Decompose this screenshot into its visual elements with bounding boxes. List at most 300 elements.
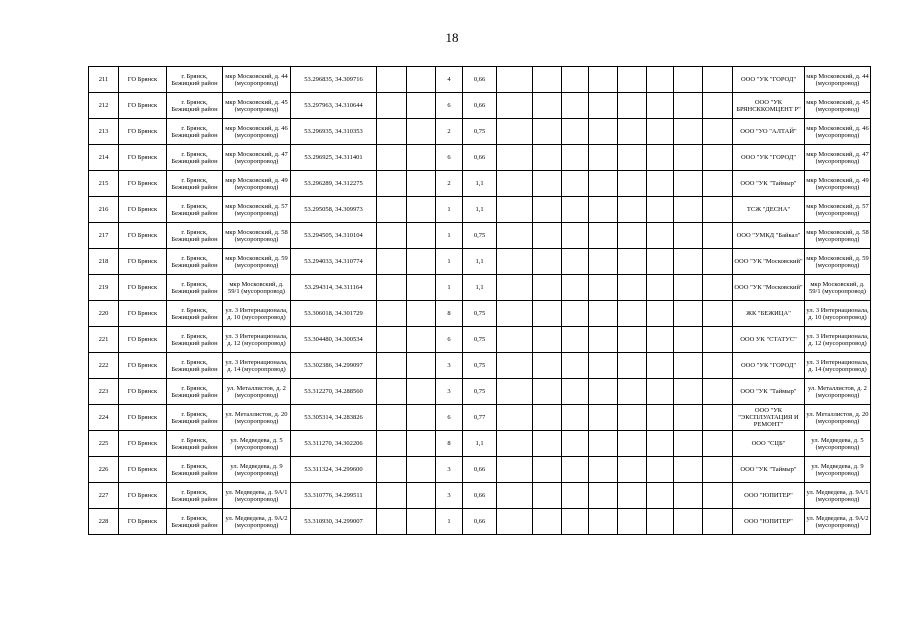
coordinates-cell: 53.294505, 34.310104 [291, 223, 377, 249]
address-cell: ул. Медведева, д. 5 (мусоропровод) [223, 431, 291, 457]
container-count-cell: 3 [436, 353, 463, 379]
district-cell: г. Брянск, Бежицкий район [167, 327, 223, 353]
empty-cell [497, 457, 533, 483]
empty-cell [674, 275, 703, 301]
empty-cell [497, 301, 533, 327]
municipality-cell: ГО Брянск [119, 431, 167, 457]
empty-cell [674, 145, 703, 171]
empty-cell [703, 457, 733, 483]
table-row [89, 119, 871, 145]
empty-cell [497, 145, 533, 171]
container-count-cell: 6 [436, 327, 463, 353]
address-cell: ул. Металлистов, д. 20 (мусоропровод) [223, 405, 291, 431]
empty-cell [377, 509, 407, 535]
municipality-cell: ГО Брянск [119, 145, 167, 171]
empty-cell [647, 67, 674, 93]
empty-cell [703, 301, 733, 327]
row-number: 217 [89, 223, 119, 249]
table-row [89, 171, 871, 197]
row-number: 219 [89, 275, 119, 301]
coordinates-cell: 53.310930, 34.299007 [291, 509, 377, 535]
empty-cell [618, 67, 647, 93]
empty-cell [674, 483, 703, 509]
empty-cell [674, 223, 703, 249]
empty-cell [407, 405, 436, 431]
container-count-cell: 1 [436, 223, 463, 249]
row-number: 224 [89, 405, 119, 431]
row-number: 218 [89, 249, 119, 275]
address-cell: ул. Медведева, д. 9 (мусоропровод) [223, 457, 291, 483]
table-row [89, 457, 871, 483]
empty-cell [533, 327, 562, 353]
empty-cell [497, 379, 533, 405]
district-cell: г. Брянск, Бежицкий район [167, 405, 223, 431]
empty-cell [674, 197, 703, 223]
empty-cell [377, 301, 407, 327]
district-cell: г. Брянск, Бежицкий район [167, 457, 223, 483]
empty-cell [407, 457, 436, 483]
empty-cell [618, 301, 647, 327]
coordinates-cell: 53.311324, 34.299600 [291, 457, 377, 483]
container-volume-cell: 0,75 [463, 301, 497, 327]
coordinates-cell: 53.294314, 34.311164 [291, 275, 377, 301]
empty-cell [562, 431, 589, 457]
empty-cell [703, 327, 733, 353]
empty-cell [618, 509, 647, 535]
waste-source-cell: ул. 3 Интернационала, д. 10 (мусоропровод) [805, 301, 871, 327]
empty-cell [407, 275, 436, 301]
organization-cell: ООО "УК "ГОРОД" [733, 145, 805, 171]
waste-source-cell: ул. 3 Интернационала, д. 12 (мусоропровод) [805, 327, 871, 353]
empty-cell [533, 301, 562, 327]
district-cell: г. Брянск, Бежицкий район [167, 249, 223, 275]
empty-cell [703, 379, 733, 405]
empty-cell [497, 197, 533, 223]
empty-cell [377, 67, 407, 93]
empty-cell [407, 93, 436, 119]
coordinates-cell: 53.297963, 34.310644 [291, 93, 377, 119]
empty-cell [497, 93, 533, 119]
empty-cell [407, 431, 436, 457]
coordinates-cell: 53.304480, 34.300534 [291, 327, 377, 353]
coordinates-cell: 53.294033, 34.310774 [291, 249, 377, 275]
organization-cell: ООО "УК "ГОРОД" [733, 353, 805, 379]
empty-cell [618, 223, 647, 249]
organization-cell: ООО "УО "АЛТАЙ" [733, 119, 805, 145]
empty-cell [618, 379, 647, 405]
empty-cell [589, 249, 618, 275]
empty-cell [497, 405, 533, 431]
empty-cell [674, 405, 703, 431]
container-count-cell: 2 [436, 119, 463, 145]
empty-cell [377, 275, 407, 301]
empty-cell [647, 483, 674, 509]
table-row [89, 379, 871, 405]
empty-cell [407, 249, 436, 275]
empty-cell [618, 197, 647, 223]
empty-cell [703, 119, 733, 145]
empty-cell [533, 457, 562, 483]
waste-source-cell: ул. Металлистов, д. 2 (мусоропровод) [805, 379, 871, 405]
district-cell: г. Брянск, Бежицкий район [167, 353, 223, 379]
container-volume-cell: 0,66 [463, 67, 497, 93]
container-count-cell: 3 [436, 483, 463, 509]
empty-cell [703, 67, 733, 93]
coordinates-cell: 53.296925, 34.311401 [291, 145, 377, 171]
container-volume-cell: 0,75 [463, 223, 497, 249]
empty-cell [407, 379, 436, 405]
municipality-cell: ГО Брянск [119, 405, 167, 431]
empty-cell [497, 431, 533, 457]
empty-cell [562, 223, 589, 249]
waste-source-cell: мкр Московский, д. 59/1 (мусоропровод) [805, 275, 871, 301]
empty-cell [533, 353, 562, 379]
empty-cell [497, 67, 533, 93]
address-cell: ул. 3 Интернационала, д. 10 (мусоропровод) [223, 301, 291, 327]
organization-cell: ООО "УК БРЯНСККОМЦЕНТ Р" [733, 93, 805, 119]
municipality-cell: ГО Брянск [119, 67, 167, 93]
organization-cell: ООО "ЮПИТЕР" [733, 509, 805, 535]
empty-cell [589, 275, 618, 301]
table-row [89, 275, 871, 301]
district-cell: г. Брянск, Бежицкий район [167, 483, 223, 509]
empty-cell [533, 171, 562, 197]
organization-cell: ООО "УМКД "Байкал" [733, 223, 805, 249]
container-count-cell: 3 [436, 457, 463, 483]
empty-cell [618, 249, 647, 275]
empty-cell [674, 67, 703, 93]
empty-cell [703, 405, 733, 431]
address-cell: мкр Московский, д. 59/1 (мусоропровод) [223, 275, 291, 301]
empty-cell [377, 379, 407, 405]
empty-cell [589, 457, 618, 483]
empty-cell [647, 379, 674, 405]
address-cell: мкр Московский, д. 49 (мусоропровод) [223, 171, 291, 197]
coordinates-cell: 53.295058, 34.309973 [291, 197, 377, 223]
empty-cell [377, 405, 407, 431]
empty-cell [533, 379, 562, 405]
municipality-cell: ГО Брянск [119, 275, 167, 301]
container-volume-cell: 0,66 [463, 93, 497, 119]
waste-source-cell: мкр Московский, д. 44 (мусоропровод) [805, 67, 871, 93]
empty-cell [407, 67, 436, 93]
empty-cell [674, 249, 703, 275]
empty-cell [497, 119, 533, 145]
waste-source-cell: мкр Московский, д. 46 (мусоропровод) [805, 119, 871, 145]
empty-cell [377, 457, 407, 483]
empty-cell [497, 509, 533, 535]
empty-cell [618, 405, 647, 431]
empty-cell [407, 301, 436, 327]
empty-cell [618, 327, 647, 353]
district-cell: г. Брянск, Бежицкий район [167, 431, 223, 457]
empty-cell [647, 249, 674, 275]
district-cell: г. Брянск, Бежицкий район [167, 197, 223, 223]
empty-cell [647, 119, 674, 145]
container-count-cell: 6 [436, 405, 463, 431]
container-volume-cell: 0,75 [463, 119, 497, 145]
container-volume-cell: 0,75 [463, 327, 497, 353]
empty-cell [377, 327, 407, 353]
empty-cell [407, 223, 436, 249]
municipality-cell: ГО Брянск [119, 223, 167, 249]
empty-cell [562, 67, 589, 93]
container-volume-cell: 0,66 [463, 483, 497, 509]
empty-cell [674, 379, 703, 405]
empty-cell [377, 249, 407, 275]
empty-cell [377, 353, 407, 379]
empty-cell [647, 197, 674, 223]
table-row [89, 353, 871, 379]
empty-cell [377, 431, 407, 457]
district-cell: г. Брянск, Бежицкий район [167, 67, 223, 93]
empty-cell [497, 353, 533, 379]
coordinates-cell: 53.305314, 34.283826 [291, 405, 377, 431]
empty-cell [533, 67, 562, 93]
empty-cell [647, 327, 674, 353]
empty-cell [618, 483, 647, 509]
municipality-cell: ГО Брянск [119, 483, 167, 509]
empty-cell [533, 405, 562, 431]
table-row [89, 249, 871, 275]
empty-cell [497, 223, 533, 249]
municipality-cell: ГО Брянск [119, 301, 167, 327]
empty-cell [589, 145, 618, 171]
registry-table [88, 66, 871, 535]
empty-cell [589, 67, 618, 93]
empty-cell [377, 483, 407, 509]
row-number: 213 [89, 119, 119, 145]
container-count-cell: 1 [436, 509, 463, 535]
empty-cell [533, 93, 562, 119]
empty-cell [618, 275, 647, 301]
empty-cell [647, 509, 674, 535]
municipality-cell: ГО Брянск [119, 379, 167, 405]
empty-cell [533, 275, 562, 301]
organization-cell: ООО "УК "Таймыр" [733, 171, 805, 197]
container-count-cell: 8 [436, 431, 463, 457]
row-number: 215 [89, 171, 119, 197]
district-cell: г. Брянск, Бежицкий район [167, 119, 223, 145]
empty-cell [703, 197, 733, 223]
address-cell: мкр Московский, д. 57 (мусоропровод) [223, 197, 291, 223]
empty-cell [674, 431, 703, 457]
empty-cell [562, 327, 589, 353]
empty-cell [533, 145, 562, 171]
container-count-cell: 2 [436, 171, 463, 197]
empty-cell [703, 249, 733, 275]
municipality-cell: ГО Брянск [119, 119, 167, 145]
waste-source-cell: мкр Московский, д. 58 (мусоропровод) [805, 223, 871, 249]
empty-cell [647, 431, 674, 457]
table-row [89, 301, 871, 327]
empty-cell [562, 457, 589, 483]
municipality-cell: ГО Брянск [119, 509, 167, 535]
empty-cell [674, 171, 703, 197]
empty-cell [647, 223, 674, 249]
row-number: 220 [89, 301, 119, 327]
empty-cell [497, 171, 533, 197]
district-cell: г. Брянск, Бежицкий район [167, 275, 223, 301]
organization-cell: ООО "УК "ЭКСПЛУАТАЦИЯ И РЕМОНТ" [733, 405, 805, 431]
empty-cell [674, 353, 703, 379]
empty-cell [497, 327, 533, 353]
container-count-cell: 6 [436, 93, 463, 119]
container-volume-cell: 0,77 [463, 405, 497, 431]
empty-cell [562, 275, 589, 301]
district-cell: г. Брянск, Бежицкий район [167, 223, 223, 249]
empty-cell [618, 431, 647, 457]
empty-cell [618, 93, 647, 119]
waste-source-cell: ул. Медведева, д. 9 (мусоропровод) [805, 457, 871, 483]
empty-cell [562, 197, 589, 223]
row-number: 221 [89, 327, 119, 353]
empty-cell [562, 119, 589, 145]
empty-cell [589, 327, 618, 353]
coordinates-cell: 53.310776, 34.299511 [291, 483, 377, 509]
container-count-cell: 4 [436, 67, 463, 93]
district-cell: г. Брянск, Бежицкий район [167, 93, 223, 119]
container-volume-cell: 1,1 [463, 431, 497, 457]
waste-source-cell: мкр Московский, д. 47 (мусоропровод) [805, 145, 871, 171]
empty-cell [497, 249, 533, 275]
empty-cell [589, 405, 618, 431]
address-cell: ул. 3 Интернационала, д. 12 (мусоропровод) [223, 327, 291, 353]
organization-cell: ООО "УК "Московский" [733, 275, 805, 301]
address-cell: мкр Московский, д. 47 (мусоропровод) [223, 145, 291, 171]
empty-cell [618, 171, 647, 197]
organization-cell: ТСЖ "ДЕСНА" [733, 197, 805, 223]
empty-cell [407, 119, 436, 145]
coordinates-cell: 53.296935, 34.310353 [291, 119, 377, 145]
empty-cell [533, 119, 562, 145]
municipality-cell: ГО Брянск [119, 93, 167, 119]
empty-cell [562, 509, 589, 535]
address-cell: ул. Металлистов, д. 2 (мусоропровод) [223, 379, 291, 405]
empty-cell [647, 301, 674, 327]
row-number: 226 [89, 457, 119, 483]
organization-cell: ООО "СЦБ" [733, 431, 805, 457]
empty-cell [647, 457, 674, 483]
organization-cell: ООО "УК "Таймыр" [733, 379, 805, 405]
address-cell: мкр Московский, д. 59 (мусоропровод) [223, 249, 291, 275]
empty-cell [562, 145, 589, 171]
empty-cell [674, 327, 703, 353]
container-volume-cell: 1,1 [463, 171, 497, 197]
address-cell: мкр Московский, д. 44 (мусоропровод) [223, 67, 291, 93]
empty-cell [703, 93, 733, 119]
organization-cell: ООО "УК "Московский" [733, 249, 805, 275]
empty-cell [562, 379, 589, 405]
municipality-cell: ГО Брянск [119, 171, 167, 197]
table-row [89, 483, 871, 509]
row-number: 227 [89, 483, 119, 509]
coordinates-cell: 53.296289, 34.312275 [291, 171, 377, 197]
empty-cell [562, 353, 589, 379]
container-count-cell: 8 [436, 301, 463, 327]
waste-source-cell: ул. Медведева, д. 9А/1 (мусоропровод) [805, 483, 871, 509]
empty-cell [589, 119, 618, 145]
organization-cell: ООО УК "СТАТУС" [733, 327, 805, 353]
container-count-cell: 1 [436, 249, 463, 275]
empty-cell [589, 431, 618, 457]
empty-cell [703, 171, 733, 197]
waste-source-cell: ул. 3 Интернационала, д. 14 (мусоропровод) [805, 353, 871, 379]
empty-cell [562, 301, 589, 327]
container-count-cell: 6 [436, 145, 463, 171]
waste-source-cell: мкр Московский, д. 59 (мусоропровод) [805, 249, 871, 275]
row-number: 223 [89, 379, 119, 405]
empty-cell [407, 145, 436, 171]
empty-cell [407, 509, 436, 535]
empty-cell [589, 171, 618, 197]
empty-cell [407, 197, 436, 223]
table-row [89, 405, 871, 431]
empty-cell [589, 93, 618, 119]
empty-cell [618, 145, 647, 171]
organization-cell: ООО "ЮПИТЕР" [733, 483, 805, 509]
empty-cell [589, 197, 618, 223]
organization-cell: ЖК "БЕЖИЦА" [733, 301, 805, 327]
empty-cell [407, 483, 436, 509]
empty-cell [589, 353, 618, 379]
row-number: 225 [89, 431, 119, 457]
coordinates-cell: 53.306018, 34.301729 [291, 301, 377, 327]
empty-cell [562, 93, 589, 119]
empty-cell [407, 171, 436, 197]
empty-cell [647, 405, 674, 431]
address-cell: мкр Московский, д. 45 (мусоропровод) [223, 93, 291, 119]
empty-cell [497, 483, 533, 509]
address-cell: мкр Московский, д. 58 (мусоропровод) [223, 223, 291, 249]
waste-source-cell: мкр Московский, д. 57 (мусоропровод) [805, 197, 871, 223]
table-row [89, 197, 871, 223]
empty-cell [618, 353, 647, 379]
empty-cell [533, 249, 562, 275]
district-cell: г. Брянск, Бежицкий район [167, 145, 223, 171]
empty-cell [533, 509, 562, 535]
container-volume-cell: 1,1 [463, 197, 497, 223]
table-row [89, 67, 871, 93]
empty-cell [562, 171, 589, 197]
empty-cell [589, 379, 618, 405]
row-number: 228 [89, 509, 119, 535]
coordinates-cell: 53.302386, 34.299097 [291, 353, 377, 379]
waste-source-cell: ул. Медведева, д. 9А/2 (мусоропровод) [805, 509, 871, 535]
table-row [89, 327, 871, 353]
address-cell: ул. 3 Интернационала, д. 14 (мусоропровод) [223, 353, 291, 379]
district-cell: г. Брянск, Бежицкий район [167, 171, 223, 197]
container-volume-cell: 1,1 [463, 249, 497, 275]
empty-cell [533, 197, 562, 223]
empty-cell [377, 197, 407, 223]
row-number: 214 [89, 145, 119, 171]
table-row [89, 509, 871, 535]
empty-cell [703, 431, 733, 457]
table-row [89, 145, 871, 171]
empty-cell [674, 119, 703, 145]
empty-cell [618, 119, 647, 145]
empty-cell [618, 457, 647, 483]
coordinates-cell: 53.311270, 34.302206 [291, 431, 377, 457]
empty-cell [674, 457, 703, 483]
empty-cell [533, 223, 562, 249]
empty-cell [589, 483, 618, 509]
row-number: 211 [89, 67, 119, 93]
empty-cell [377, 223, 407, 249]
table-row [89, 223, 871, 249]
container-volume-cell: 0,66 [463, 145, 497, 171]
